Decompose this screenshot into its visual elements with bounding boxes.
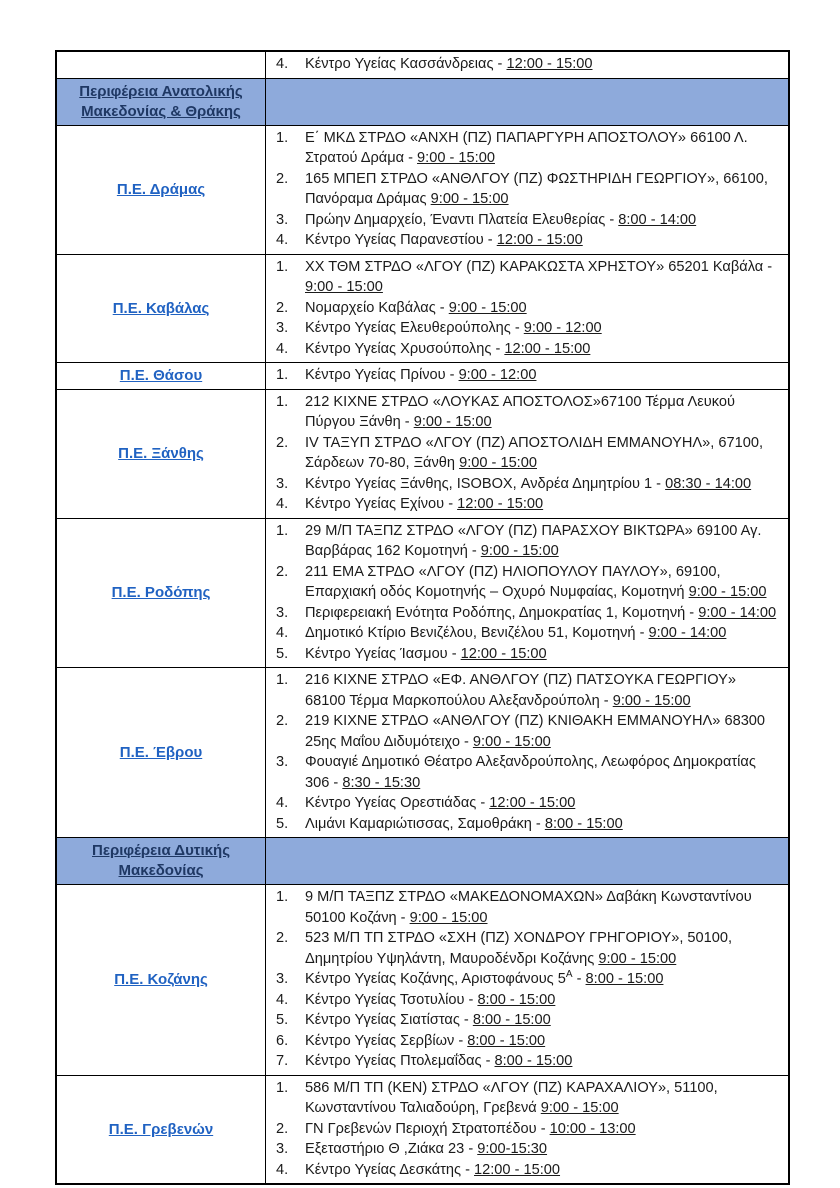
location-item-number: 4. xyxy=(276,56,289,72)
time-range: 8:00 - 14:00 xyxy=(618,211,697,228)
regional-unit-label: Π.Ε. Καβάλας xyxy=(112,299,210,317)
location-item xyxy=(276,623,778,644)
regional-unit-row xyxy=(57,884,788,1075)
location-item-text: 212 ΚΙΧΝΕ ΣΤΡΔΟ «ΛΟΥΚΑΣ ΑΠΟΣΤΟΛΟΣ»67100 Τέρμα Λευκού Πύργου Ξάνθη - 9:00 - 15:00 xyxy=(305,393,735,430)
location-item-text: Κέντρο Υγείας Χρυσούπολης - 12:00 - 15:00 xyxy=(305,340,591,357)
location-item-text: 165 ΜΠΕΠ ΣΤΡΔΟ «ΑΝΘΛΓΟΥ (ΠΖ) ΦΩΣΤΗΡΙΔΗ ΓΕΩΡΓΙΟΥ», 66100, Πανόραμα Δράμας 9:00 - 15:00 xyxy=(305,170,768,207)
regional-unit-label: Π.Ε. Ροδόπης xyxy=(111,584,211,602)
location-item xyxy=(276,793,778,814)
location-item-text: ΧΧ ΤΘΜ ΣΤΡΔΟ «ΛΓΟΥ (ΠΖ) ΚΑΡΑΚΩΣΤΑ ΧΡΗΣΤΟΥ» 65201 Καβάλα - 9:00 - 15:00 xyxy=(305,258,773,295)
location-item-number: 4. xyxy=(276,625,289,641)
location-item-number: 1. xyxy=(276,129,289,146)
time-range: 8:00 - 15:00 xyxy=(467,1032,546,1049)
time-range: 8:00 - 15:00 xyxy=(585,971,664,987)
location-item-text: 216 ΚΙΧΝΕ ΣΤΡΔΟ «ΕΦ. ΑΝΘΛΓΟΥ (ΠΖ) ΠΑΤΣΟΥΚΑ ΓΕΩΡΓΙΟΥ» 68100 Τέρμα Μαρκοπούλου Αλεξανδρούπολη - 9:00 - 15:00 xyxy=(305,672,736,709)
location-item-text: Κέντρο Υγείας Κοζάνης, Αριστοφάνους $5^A$ - 8:00 - 15:00 xyxy=(305,969,664,987)
location-item-text: Φουαγιέ Δημοτικό Θέατρο Αλεξανδρούπολης, Λεωφόρος Δημοκρατίας 306 - 8:30 - 15:30 xyxy=(305,754,756,791)
location-item-number: 7. xyxy=(276,1053,289,1069)
location-item-number: 3. xyxy=(276,604,289,621)
location-item xyxy=(276,990,778,1011)
locations-list-cell xyxy=(266,519,788,668)
regional-unit-label: Π.Ε. Έβρου xyxy=(119,744,203,761)
superscript-text: Α xyxy=(565,969,573,981)
time-range: 8:00 - 15:00 xyxy=(472,1012,551,1028)
location-item-number: 5. xyxy=(276,645,289,662)
time-range: 9:00 - 12:00 xyxy=(523,320,602,336)
location-item xyxy=(276,128,778,169)
location-item-number: 5. xyxy=(276,815,289,832)
location-item-number: 2. xyxy=(276,930,289,946)
location-item xyxy=(276,887,778,928)
location-item-number: 4. xyxy=(276,991,289,1008)
time-range: 8:00 - 15:00 xyxy=(544,815,623,832)
time-range: 9:00 - 14:00 xyxy=(698,604,777,621)
regional-unit-row xyxy=(57,52,788,78)
location-item xyxy=(276,711,778,752)
location-item-text: ΓΝ Γρεβενών Περιοχή Στρατοπέδου - 10:00 - 13:00 xyxy=(305,1120,636,1137)
location-item-number: 1. xyxy=(276,367,289,383)
time-range: 9:00 - 15:00 xyxy=(459,455,537,471)
location-item-number: 4. xyxy=(276,795,289,811)
time-range: 9:00 - 15:00 xyxy=(413,414,492,430)
time-range: 8:00 - 15:00 xyxy=(494,1053,573,1069)
location-item-text: Κέντρο Υγείας Ξάνθης, ISOBOX, Ανδρέα Δημητρίου 1 - 08:30 - 14:00 xyxy=(305,475,752,492)
location-item-number: 4. xyxy=(276,496,289,512)
locations-list-cell xyxy=(266,52,788,78)
regional-unit-row xyxy=(57,362,788,389)
time-range: 9:00-15:30 xyxy=(477,1141,548,1157)
location-item-number: 2. xyxy=(276,299,289,316)
location-item-text: Λιμάνι Καμαριώτισσας, Σαμοθράκη - 8:00 - 15:00 xyxy=(305,815,623,832)
time-range: 9:00 - 15:00 xyxy=(305,279,383,295)
regional-unit-row xyxy=(57,518,788,668)
region-header-cell xyxy=(57,838,266,884)
regional-unit-label: Π.Ε. Δράμας xyxy=(116,181,206,198)
time-range: 9:00 - 14:00 xyxy=(648,625,727,641)
location-item xyxy=(276,814,778,835)
location-item-number: 2. xyxy=(276,170,289,187)
location-item-number: 4. xyxy=(276,340,289,357)
regional-unit-label-cell xyxy=(57,363,266,389)
location-item xyxy=(276,1078,778,1119)
location-item xyxy=(276,392,778,433)
time-range: 12:00 - 15:00 xyxy=(489,795,576,811)
location-item-text: Κέντρο Υγείας Σερβίων - 8:00 - 15:00 xyxy=(305,1032,546,1049)
location-item-text: Κέντρο Υγείας Σιατίστας - 8:00 - 15:00 xyxy=(305,1012,551,1028)
location-item-number: 2. xyxy=(276,563,289,580)
time-range: 9:00 - 15:00 xyxy=(472,733,551,750)
location-item-number: 3. xyxy=(276,320,289,336)
location-item-number: 3. xyxy=(276,475,289,492)
location-item xyxy=(276,474,778,495)
regional-unit-label-cell xyxy=(57,668,266,837)
locations-list-cell xyxy=(266,255,788,363)
location-item-number: 6. xyxy=(276,1032,289,1049)
locations-list-cell xyxy=(266,126,788,254)
region-header-empty-cell xyxy=(266,79,788,125)
location-item-text: Κέντρο Υγείας Πτολεμαΐδας - 8:00 - 15:00 xyxy=(305,1053,573,1069)
location-item-text: 211 ΕΜΑ ΣΤΡΔΟ «ΛΓΟΥ (ΠΖ) ΗΛΙΟΠΟΥΛΟΥ ΠΑΥΛΟΥ», 69100, Επαρχιακή οδός Κομοτηνής – Οχυρό Νυμφαίας, Κομοτηνή 9:00 - 15:00 xyxy=(305,563,767,600)
location-item-text: Κέντρο Υγείας Ίασμου - 12:00 - 15:00 xyxy=(305,645,547,662)
location-item-number: 1. xyxy=(276,1079,289,1096)
location-item-number: 4. xyxy=(276,1161,289,1178)
location-item-text: Κέντρο Υγείας Ορεστιάδας - 12:00 - 15:00 xyxy=(305,795,576,811)
location-item-text: 9 Μ/Π ΤΑΞΠΖ ΣΤΡΔΟ «ΜΑΚΕΔΟΝΟΜΑΧΩΝ» Δαβάκη Κωνσταντίνου 50100 Κοζάνη - 9:00 - 15:00 xyxy=(305,889,752,926)
location-item xyxy=(276,230,778,251)
location-item-number: 5. xyxy=(276,1012,289,1028)
location-item xyxy=(276,969,778,990)
locations-list-cell xyxy=(266,668,788,837)
time-range: 9:00 - 15:00 xyxy=(409,909,488,926)
location-item-text: Ε΄ ΜΚΔ ΣΤΡΔΟ «ΑΝΧΗ (ΠΖ) ΠΑΠΑΡΓΥΡΗ ΑΠΟΣΤΟΛΟΥ» 66100 Λ. Στρατού Δράμα - 9:00 - 15:00 xyxy=(305,129,748,166)
health-centers-table xyxy=(55,50,790,1185)
location-item-number: 3. xyxy=(276,211,289,228)
location-item-number: 1. xyxy=(276,258,289,275)
location-item-text: Κέντρο Υγείας Παρανεστίου - 12:00 - 15:00 xyxy=(305,232,583,248)
location-item xyxy=(276,1051,778,1072)
time-range: 10:00 - 13:00 xyxy=(549,1120,636,1137)
location-item-number: 2. xyxy=(276,434,289,451)
regional-unit-row xyxy=(57,1075,788,1184)
time-range: 9:00 - 15:00 xyxy=(430,191,509,207)
location-item-number: 2. xyxy=(276,1120,289,1137)
time-range: 12:00 - 15:00 xyxy=(457,496,544,512)
location-item xyxy=(276,318,778,339)
regional-unit-row xyxy=(57,667,788,837)
locations-list-cell xyxy=(266,390,788,518)
location-item xyxy=(276,644,778,665)
location-item-text: Κέντρο Υγείας Πρίνου - 9:00 - 12:00 xyxy=(305,367,537,383)
regional-unit-label-cell xyxy=(57,885,266,1075)
time-range: 9:00 - 15:00 xyxy=(417,150,495,166)
location-item xyxy=(276,1031,778,1052)
location-item-text: Δημοτικό Κτίριο Βενιζέλου, Βενιζέλου 51, Κομοτηνή - 9:00 - 14:00 xyxy=(305,625,727,641)
location-item-text: 219 ΚΙΧΝΕ ΣΤΡΔΟ «ΑΝΘΛΓΟΥ (ΠΖ) ΚΝΙΘΑΚΗ ΕΜΜΑΝΟΥΗΛ» 68300 25ης Μαΐου Διδυμότειχο - 9:00 - 15:00 xyxy=(305,713,766,750)
location-item-number: 3. xyxy=(276,971,289,987)
location-item xyxy=(276,928,778,969)
location-item-text: 586 Μ/Π ΤΠ (ΚΕΝ) ΣΤΡΔΟ «ΛΓΟΥ (ΠΖ) ΚΑΡΑΧΑΛΙΟΥ», 51100, Κωνσταντίνου Ταλιαδούρη, Γρεβενά 9:00 - 15:00 xyxy=(305,1079,718,1116)
time-range: 9:00 - 15:00 xyxy=(598,950,677,967)
location-item-text: Νομαρχείο Καβάλας - 9:00 - 15:00 xyxy=(305,299,527,316)
regional-unit-label-cell xyxy=(57,52,266,78)
location-item xyxy=(276,603,778,624)
time-range: 12:00 - 15:00 xyxy=(504,340,591,357)
location-item-text: 523 Μ/Π ΤΠ ΣΤΡΔΟ «ΣΧΗ (ΠΖ) ΧΟΝΔΡΟΥ ΓΡΗΓΟΡΙΟΥ», 50100, Δημητρίου Υψηλάντη, Μαυροδένδρι Κοζάνης 9:00 - 15:00 xyxy=(305,930,733,967)
time-range: 9:00 - 15:00 xyxy=(612,692,691,709)
region-header-label: Περιφέρεια Δυτικής Μακεδονίας xyxy=(92,842,230,879)
regional-unit-label: Π.Ε. Θάσου xyxy=(119,367,203,385)
regional-unit-row xyxy=(57,254,788,363)
time-range: 9:00 - 12:00 xyxy=(458,367,537,383)
location-item-number: 3. xyxy=(276,754,289,770)
location-item-text: Κέντρο Υγείας Κασσάνδρειας - 12:00 - 15:00 xyxy=(305,56,593,72)
region-header-empty-cell xyxy=(266,838,788,884)
location-item xyxy=(276,365,778,386)
location-item xyxy=(276,521,778,562)
location-item xyxy=(276,752,778,793)
location-item xyxy=(276,494,778,515)
location-item xyxy=(276,1119,778,1140)
region-header-row xyxy=(57,837,788,884)
location-item-text: Εξεταστήριο Θ ,Ζιάκα 23 - 9:00-15:30 xyxy=(305,1141,548,1157)
location-item-number: 1. xyxy=(276,522,289,539)
regional-unit-label-cell xyxy=(57,519,266,668)
location-item-number: 2. xyxy=(276,713,289,729)
time-range: 12:00 - 15:00 xyxy=(460,645,547,662)
region-header-label: Περιφέρεια Ανατολικής Μακεδονίας & Θράκης xyxy=(79,82,243,120)
regional-unit-label-cell xyxy=(57,126,266,254)
location-item xyxy=(276,298,778,319)
time-range: 12:00 - 15:00 xyxy=(496,232,583,248)
location-item xyxy=(276,433,778,474)
regional-unit-label-cell xyxy=(57,255,266,363)
location-item xyxy=(276,1139,778,1160)
time-range: 8:30 - 15:30 xyxy=(342,774,421,791)
time-range: 8:00 - 15:00 xyxy=(477,991,556,1008)
location-item xyxy=(276,54,778,75)
region-header-row xyxy=(57,78,788,125)
locations-list-cell xyxy=(266,1076,788,1184)
locations-list-cell xyxy=(266,363,788,389)
regional-unit-label-cell xyxy=(57,1076,266,1184)
location-item-number: 1. xyxy=(276,393,289,410)
location-item xyxy=(276,1160,778,1181)
time-range: 9:00 - 15:00 xyxy=(448,299,527,316)
regional-unit-label: Π.Ε. Κοζάνης xyxy=(114,971,208,989)
location-item-text: IV ΤΑΞΥΠ ΣΤΡΔΟ «ΛΓΟΥ (ΠΖ) ΑΠΟΣΤΟΛΙΔΗ ΕΜΜΑΝΟΥΗΛ», 67100, Σάρδεων 70-80, Ξάνθη 9:00 - 15:00 xyxy=(305,434,763,471)
location-item-text: Κέντρο Υγείας Εχίνου - 12:00 - 15:00 xyxy=(305,496,544,512)
location-item xyxy=(276,210,778,231)
regional-unit-label: Π.Ε. Γρεβενών xyxy=(108,1120,214,1138)
location-item-text: Περιφερειακή Ενότητα Ροδόπης, Δημοκρατίας 1, Κομοτηνή - 9:00 - 14:00 xyxy=(305,604,777,621)
location-item-text: Κέντρο Υγείας Τσοτυλίου - 8:00 - 15:00 xyxy=(305,991,556,1008)
regional-unit-label: Π.Ε. Ξάνθης xyxy=(118,445,204,462)
location-item-number: 1. xyxy=(276,889,289,905)
time-range: 9:00 - 15:00 xyxy=(540,1100,619,1116)
location-item xyxy=(276,670,778,711)
location-item-text: 29 Μ/Π ΤΑΞΠΖ ΣΤΡΔΟ «ΛΓΟΥ (ΠΖ) ΠΑΡΑΣΧΟΥ ΒΙΚΤΩΡΑ» 69100 Αγ. Βαρβάρας 162 Κομοτηνή - 9:00 - 15:00 xyxy=(305,522,762,559)
location-item xyxy=(276,169,778,210)
location-item-number: 3. xyxy=(276,1141,289,1157)
time-range: 08:30 - 14:00 xyxy=(665,475,752,492)
location-item-text: Κέντρο Υγείας Ελευθερούπολης - 9:00 - 12:00 xyxy=(305,320,602,336)
regional-unit-label-cell xyxy=(57,390,266,518)
location-item-number: 4. xyxy=(276,232,289,248)
time-range: 9:00 - 15:00 xyxy=(480,543,559,559)
time-range: 9:00 - 15:00 xyxy=(688,584,767,600)
time-range: 12:00 - 15:00 xyxy=(474,1161,561,1178)
location-item-number: 1. xyxy=(276,672,289,688)
region-header-cell xyxy=(57,79,266,125)
location-item xyxy=(276,339,778,360)
location-item xyxy=(276,1010,778,1031)
regional-unit-row xyxy=(57,389,788,518)
location-item xyxy=(276,257,778,298)
regional-unit-row xyxy=(57,125,788,254)
locations-list-cell xyxy=(266,885,788,1075)
location-item xyxy=(276,562,778,603)
location-item-text: Κέντρο Υγείας Δεσκάτης - 12:00 - 15:00 xyxy=(305,1161,561,1178)
location-item-text: Πρώην Δημαρχείο, Έναντι Πλατεία Ελευθερίας - 8:00 - 14:00 xyxy=(305,211,697,228)
time-range: 12:00 - 15:00 xyxy=(506,56,593,72)
